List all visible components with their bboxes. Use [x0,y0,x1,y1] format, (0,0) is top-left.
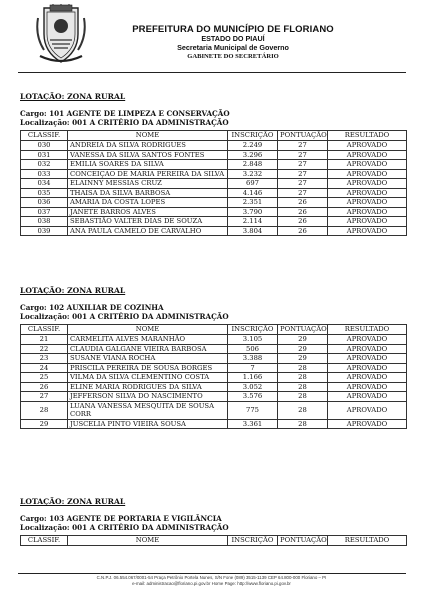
table-cell-nome: VANESSA DA SILVA SANTOS FONTES [68,150,228,160]
table-cell-nome: ELAINNY MESSIAS CRUZ [68,179,228,189]
table-cell-resultado: APROVADO [328,207,407,217]
col-nome-header: NOME [68,325,228,335]
table-cell-nome: CONCEIÇAO DE MARIA PEREIRA DA SILVA [68,169,228,179]
table-cell-resultado: APROVADO [328,169,407,179]
section-101 [20,92,406,236]
table-cell-inscricao: 7 [228,363,278,373]
section-localizacao: Localização: 001 A CRITÉRIO DA ADMINISTRAÇÃO [20,118,229,127]
table-cell-pontuacao: 28 [278,392,328,402]
table-row [21,150,407,160]
section-localizacao: Localização: 001 A CRITÉRIO DA ADMINISTRAÇÃO [20,523,229,532]
table-cell-inscricao: 3.804 [228,226,278,236]
section-lotacao: LOTAÇÃO: ZONA RURAL [20,497,126,506]
results-table [20,324,407,429]
table-row [21,169,407,179]
table-cell-pontuacao: 29 [278,344,328,354]
table-cell-inscricao: 3.576 [228,392,278,402]
table-cell-classif: 038 [21,217,68,227]
table-cell-inscricao: 1.166 [228,373,278,383]
table-cell-resultado: APROVADO [328,344,407,354]
col-resultado-header: RESULTADO [328,131,407,141]
table-cell-nome: PRISCILA PEREIRA DE SOUSA BORGES [68,363,228,373]
table-cell-classif: 036 [21,198,68,208]
section-localizacao: Localização: 001 A CRITÉRIO DA ADMINISTRAÇÃO [20,312,229,321]
table-row [21,382,407,392]
col-inscricao-header: INSCRIÇÃO [228,536,278,546]
table-cell-nome: SUSANE VIANA ROCHA [68,354,228,364]
section-cargo-block [20,303,406,321]
table-cell-nome: SEBASTIÃO VALTER DIAS DE SOUZA [68,217,228,227]
document-footer [0,575,423,587]
table-row [21,363,407,373]
col-nome-header: NOME [68,536,228,546]
table-cell-nome: ELINE MARIA RODRIGUES DA SILVA [68,382,228,392]
table-cell-classif: 031 [21,150,68,160]
table-cell-inscricao: 697 [228,179,278,189]
table-cell-pontuacao: 28 [278,382,328,392]
table-cell-pontuacao: 28 [278,363,328,373]
col-classif-header: CLASSIF. [21,325,68,335]
table-row [21,335,407,345]
table-cell-pontuacao: 26 [278,226,328,236]
table-cell-classif: 26 [21,382,68,392]
table-row [21,160,407,170]
table-cell-pontuacao: 27 [278,141,328,151]
table-cell-pontuacao: 29 [278,335,328,345]
table-cell-pontuacao: 27 [278,160,328,170]
table-cell-classif: 039 [21,226,68,236]
table-cell-pontuacao: 29 [278,354,328,364]
table-cell-nome: ANDREIA DA SILVA RODRIGUES [68,141,228,151]
table-cell-nome: JEFFERSON SILVA DO NASCIMENTO [68,392,228,402]
results-table [20,535,407,546]
table-cell-inscricao: 2.249 [228,141,278,151]
table-cell-inscricao: 3.052 [228,382,278,392]
table-cell-resultado: APROVADO [328,401,407,419]
table-cell-inscricao: 506 [228,344,278,354]
col-inscricao-header: INSCRIÇÃO [228,131,278,141]
table-row [21,141,407,151]
table-cell-resultado: APROVADO [328,419,407,429]
table-header-row [21,131,407,141]
table-cell-classif: 29 [21,419,68,429]
table-cell-inscricao: 3.296 [228,150,278,160]
footer-address: C.N.P.J. 06.554.067/0001-54 Praça Petrônio Portela Nunes, S/N Fone (089) 3515-1139 CEP 64.800-000 Floriano – PI [96,575,327,580]
table-cell-classif: 28 [21,401,68,419]
table-cell-classif: 033 [21,169,68,179]
table-cell-resultado: APROVADO [328,141,407,151]
table-cell-pontuacao: 28 [278,419,328,429]
col-inscricao-header: INSCRIÇÃO [228,325,278,335]
table-row [21,401,407,419]
section-cargo: Cargo: 103 AGENTE DE PORTARIA E VIGILÂNCIA [20,514,222,523]
table-cell-classif: 035 [21,188,68,198]
office-name: GABINETE DO SECRETÁRIO [187,52,279,60]
section-103 [20,497,406,546]
table-cell-resultado: APROVADO [328,198,407,208]
section-lotacao: LOTAÇÃO: ZONA RURAL [20,286,126,295]
table-cell-inscricao: 3.105 [228,335,278,345]
table-row [21,207,407,217]
secretariat-name: Secretaria Municipal de Governo [177,43,289,53]
table-cell-pontuacao: 28 [278,401,328,419]
table-cell-pontuacao: 27 [278,150,328,160]
table-cell-inscricao: 3.361 [228,419,278,429]
section-lotacao: LOTAÇÃO: ZONA RURAL [20,92,126,101]
table-cell-classif: 22 [21,344,68,354]
table-cell-classif: 21 [21,335,68,345]
table-cell-pontuacao: 26 [278,217,328,227]
table-cell-inscricao: 3.388 [228,354,278,364]
table-cell-resultado: APROVADO [328,354,407,364]
table-cell-nome: JUSCELIA PINTO VIEIRA SOUSA [68,419,228,429]
document-header [0,0,423,72]
table-row [21,344,407,354]
footer-divider [18,573,406,574]
table-cell-inscricao: 3.232 [228,169,278,179]
table-cell-inscricao: 3.790 [228,207,278,217]
state-name: ESTADO DO PIAUÍ [201,34,265,44]
table-row [21,419,407,429]
table-cell-classif: 23 [21,354,68,364]
col-pontuacao-header: PONTUAÇÃO [278,325,328,335]
table-cell-resultado: APROVADO [328,150,407,160]
col-resultado-header: RESULTADO [328,325,407,335]
col-resultado-header: RESULTADO [328,536,407,546]
table-cell-classif: 032 [21,160,68,170]
section-102 [20,286,406,429]
table-cell-nome: JANETE BARROS ALVES [68,207,228,217]
col-pontuacao-header: PONTUAÇÃO [278,536,328,546]
table-cell-pontuacao: 27 [278,179,328,189]
table-cell-resultado: APROVADO [328,226,407,236]
table-row [21,217,407,227]
table-row [21,392,407,402]
section-cargo: Cargo: 102 AUXILIAR DE COZINHA [20,303,164,312]
table-cell-nome: CARMELITA ALVES MARANHÃO [68,335,228,345]
municipality-title: PREFEITURA DO MUNICÍPIO DE FLORIANO [132,24,334,35]
coat-of-arms-logo [34,4,88,66]
table-cell-inscricao: 775 [228,401,278,419]
section-cargo: Cargo: 101 AGENTE DE LIMPEZA E CONSERVAÇÃO [20,109,230,118]
footer-contact: e-mail: administracao@floriano.pi.gov.br Home Page: http://www.floriano.pi.gov.br [132,581,291,586]
table-cell-pontuacao: 26 [278,207,328,217]
table-cell-resultado: APROVADO [328,217,407,227]
table-cell-resultado: APROVADO [328,382,407,392]
table-cell-resultado: APROVADO [328,160,407,170]
table-row [21,179,407,189]
col-pontuacao-header: PONTUAÇÃO [278,131,328,141]
table-header-row [21,325,407,335]
table-row [21,354,407,364]
section-cargo-block [20,514,406,532]
table-cell-inscricao: 4.146 [228,188,278,198]
table-cell-resultado: APROVADO [328,335,407,345]
table-cell-nome: VILMA DA SILVA CLEMENTINO COSTA [68,373,228,383]
header-text-block [88,24,378,61]
table-cell-resultado: APROVADO [328,392,407,402]
table-cell-nome: AMARIA DA COSTA LOPES [68,198,228,208]
table-cell-pontuacao: 27 [278,169,328,179]
table-row [21,188,407,198]
table-cell-inscricao: 2.351 [228,198,278,208]
table-cell-pontuacao: 27 [278,188,328,198]
table-cell-nome: THAISA DA SILVA BARBOSA [68,188,228,198]
col-nome-header: NOME [68,131,228,141]
table-cell-resultado: APROVADO [328,188,407,198]
section-cargo-block [20,109,406,127]
table-cell-nome: EMILIA SOARES DA SILVA [68,160,228,170]
table-cell-nome: LUANA VANESSA MESQUITA DE SOUSA CORR [68,401,228,419]
table-row [21,373,407,383]
table-cell-nome: CLAUDIA GALGANE VIEIRA BARBOSA [68,344,228,354]
header-divider [18,72,406,73]
table-cell-inscricao: 2.114 [228,217,278,227]
table-cell-resultado: APROVADO [328,363,407,373]
table-cell-classif: 030 [21,141,68,151]
table-cell-classif: 27 [21,392,68,402]
table-cell-inscricao: 2.848 [228,160,278,170]
table-cell-classif: 24 [21,363,68,373]
table-cell-resultado: APROVADO [328,373,407,383]
table-cell-classif: 037 [21,207,68,217]
table-cell-nome: ANA PAULA CAMELO DE CARVALHO [68,226,228,236]
table-cell-resultado: APROVADO [328,179,407,189]
table-cell-pontuacao: 26 [278,198,328,208]
table-row [21,198,407,208]
col-classif-header: CLASSIF. [21,536,68,546]
table-header-row [21,536,407,546]
results-table [20,130,407,236]
col-classif-header: CLASSIF. [21,131,68,141]
table-row [21,226,407,236]
table-cell-classif: 034 [21,179,68,189]
table-cell-classif: 25 [21,373,68,383]
table-cell-pontuacao: 28 [278,373,328,383]
